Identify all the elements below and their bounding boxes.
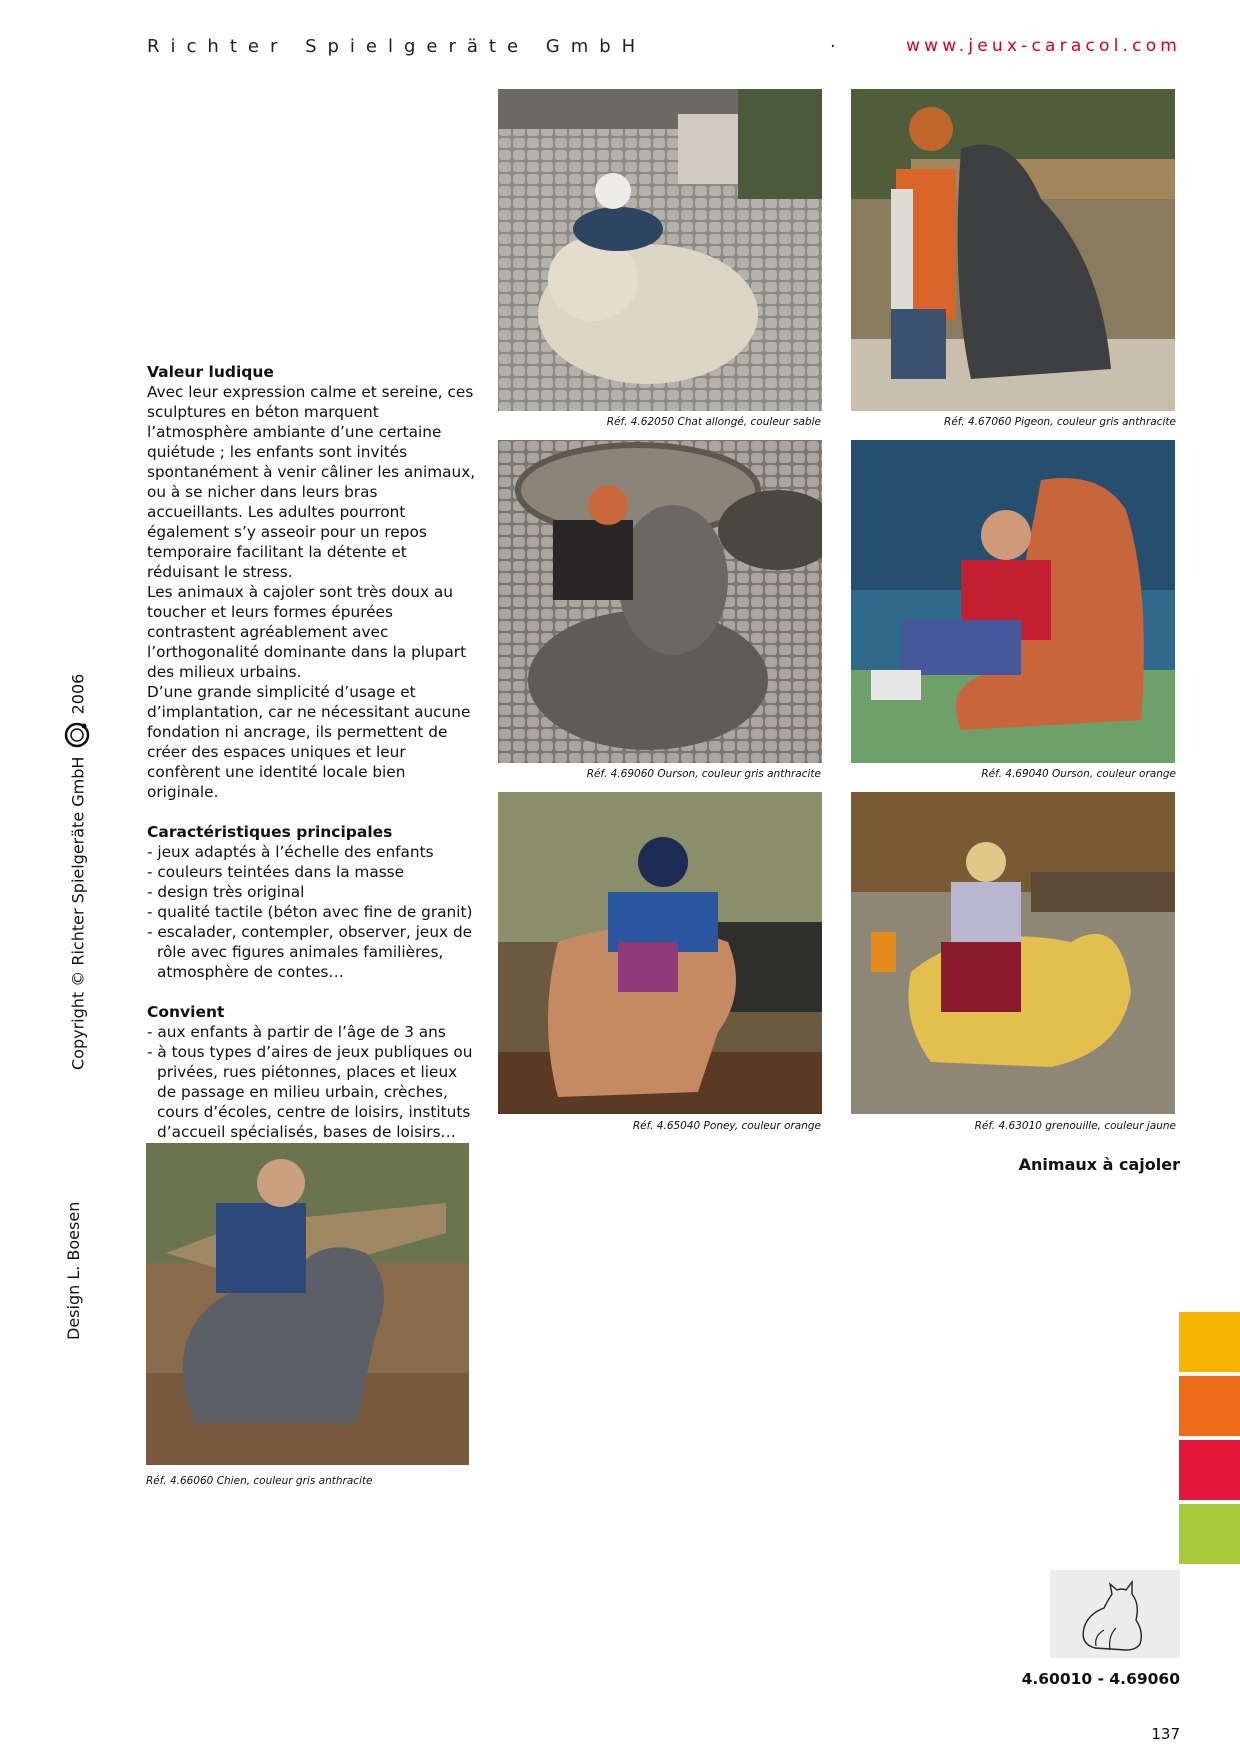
header-url[interactable]: www.jeux-caracol.com [906,36,1182,56]
caption-grenouille: Réf. 4.63010 grenouille, couleur jaune [974,1120,1176,1132]
photo-chat [498,89,822,411]
tab-yellow[interactable] [1179,1312,1240,1372]
valeur-paragraph-1: Avec leur expression calme et sereine, ces sculptures en béton marquent l’atmosphère ambiante d’une certaine quiétude ; les enfants sont invités spontanément à venir câliner les animaux, ou à se nicher dans leurs bras accueillants. Les adultes pourront également s’y asseoir pour un repos temporaire facilitant la détente et réduisant le stress. [147,383,476,581]
caption-chat: Réf. 4.62050 Chat allongé, couleur sable [606,416,821,428]
photo-ourson-gris [498,440,822,763]
section-title: Animaux à cajoler [1018,1155,1180,1174]
photo-ourson-orange [851,440,1175,763]
list-item: - design très original [147,883,305,901]
tab-red[interactable] [1179,1440,1240,1500]
list-item: - qualité tactile (béton avec fine de granit) [147,903,473,921]
section-caracteristiques-title: Caractéristiques principales [147,823,393,841]
copyright-vertical [64,674,94,1070]
valeur-paragraph-2: Les animaux à cajoler sont très doux au toucher et leurs formes épurées contrastent agréablement avec l’orthogonalité dominante dans la plupart des milieux urbains. [147,583,467,681]
photo-chien [146,1143,469,1465]
list-item: - couleurs teintées dans la masse [147,863,405,881]
list-item: - jeux adaptés à l’échelle des enfants [147,843,434,861]
header-company: Richter Spielgeräte GmbH [147,36,647,57]
designer-credit: Design L. Boesen [64,1201,83,1340]
section-convient-title: Convient [147,1003,225,1021]
reference-range: 4.60010 - 4.69060 [1021,1670,1180,1688]
list-item: - aux enfants à partir de l’âge de 3 ans [147,1023,446,1041]
section-convient [147,1002,477,1142]
description-column [147,362,477,1162]
tab-green[interactable] [1179,1504,1240,1564]
section-caracteristiques [147,822,477,982]
list-item: - escalader, contempler, observer, jeux de rôle avec figures animales familières, atmosphère de contes… [147,923,473,981]
cat-outline-icon [1050,1570,1180,1658]
copyright-year: 2006 [68,673,88,715]
caption-poney: Réf. 4.65040 Poney, couleur orange [632,1120,821,1132]
copyright-text: Copyright © Richter Spielgeräte GmbH [68,756,88,1070]
caption-ourson-gris: Réf. 4.69060 Ourson, couleur gris anthracite [586,768,821,780]
richter-logo-icon [64,722,94,748]
cat-thumbnail [1050,1570,1180,1658]
caption-ourson-orange: Réf. 4.69040 Ourson, couleur orange [981,768,1176,780]
section-valeur [147,362,477,802]
valeur-paragraph-3: D’une grande simplicité d’usage et d’implantation, car ne nécessitant aucune fondation ni ancrage, ils permettent de créer des espaces uniques et leur confèrent une identité locale bien originale. [147,683,471,801]
list-item: - à tous types d’aires de jeux publiques ou privées, rues piétonnes, places et lieux de passage en milieu urbain, crèches, cours d’écoles, centre de loisirs, instituts d’accueil spécialisés, bases de loisirs… [147,1043,473,1141]
header-separator: · [830,36,836,57]
section-valeur-title: Valeur ludique [147,363,274,381]
photo-poney [498,792,822,1114]
photo-grenouille [851,792,1175,1114]
tab-orange[interactable] [1179,1376,1240,1436]
caption-pigeon: Réf. 4.67060 Pigeon, couleur gris anthracite [944,416,1176,428]
page-number: 137 [1151,1725,1180,1743]
caption-chien: Réf. 4.66060 Chien, couleur gris anthracite [146,1475,373,1487]
photo-pigeon [851,89,1175,411]
